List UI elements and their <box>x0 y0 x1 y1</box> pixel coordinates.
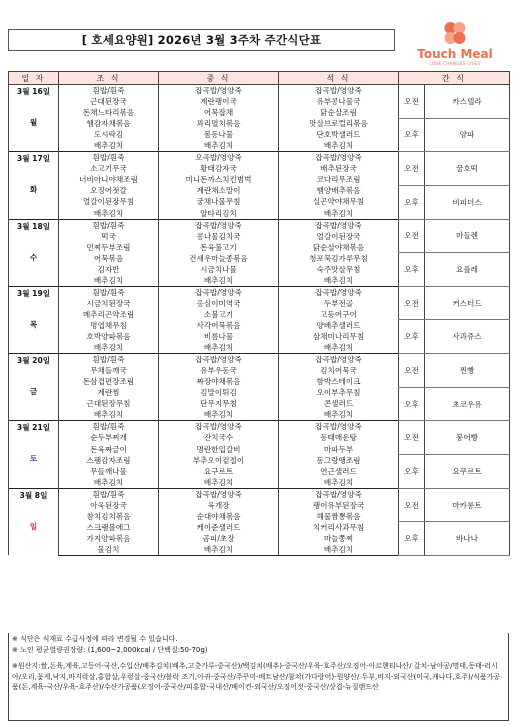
lunch-item: 잡곡밥/영양죽 <box>159 421 279 433</box>
lunch-item: 배추김치 <box>159 140 279 152</box>
day-of-week: 금 <box>29 387 38 397</box>
breakfast-item: 민찌두부조림 <box>59 242 159 253</box>
snack-time: 오후 <box>399 118 425 152</box>
note-change: ※ 식단은 식재료 수급사정에 따라 변경될 수 있습니다. <box>12 635 178 643</box>
menu-row <box>9 219 510 231</box>
dinner-item: 유부콩나물국 <box>279 96 399 107</box>
breakfast-item: 무채들깨국 <box>59 365 159 376</box>
lunch-item: 짜장야채볶음 <box>159 376 279 387</box>
notes-section <box>8 633 509 721</box>
snack-item: 꿀호떡 <box>425 152 510 186</box>
lunch-item: 김말이튀김 <box>159 387 279 398</box>
day-of-week: 목 <box>29 319 38 329</box>
breakfast-item: 돈육짜글이 <box>59 444 159 455</box>
breakfast-item: 시금치된장국 <box>59 298 159 309</box>
dinner-item: 숙주맛살무침 <box>279 264 399 275</box>
dinner-item: 배추김치 <box>279 477 399 489</box>
dinner-item: 배추김치 <box>279 342 399 354</box>
breakfast-item: 배추김치 <box>59 275 159 287</box>
lunch-item: 돈육불고기 <box>159 242 279 253</box>
lunch-item: 옹심이미역국 <box>159 298 279 309</box>
lunch-item: 순대야채볶음 <box>159 511 279 522</box>
snack-time: 오전 <box>399 286 425 320</box>
lunch-item: 부추오이겉절이 <box>159 455 279 466</box>
snack-item: 비피더스 <box>425 185 510 219</box>
lunch-item: 배추김치 <box>159 477 279 489</box>
snack-item: 요쿠르트 <box>425 455 510 489</box>
lunch-item: 미니돈까스치킨범벅 <box>159 174 279 185</box>
snack-time: 오전 <box>399 354 425 388</box>
dinner-item: 팽이유부된장국 <box>279 500 399 511</box>
day-cell <box>9 152 59 219</box>
dinner-item: 배추김치 <box>279 275 399 287</box>
snack-item: 커스터드 <box>425 286 510 320</box>
breakfast-item: 흰밥/흰죽 <box>59 85 159 97</box>
lunch-item: 케이준샐러드 <box>159 522 279 533</box>
dinner-item: 고등어구이 <box>279 309 399 320</box>
breakfast-item: 배추김치 <box>59 208 159 220</box>
dinner-item: 잡곡밥/영양죽 <box>279 488 399 500</box>
lunch-item: 건새우마늘종볶음 <box>159 253 279 264</box>
snack-item: 찐빵 <box>425 354 510 388</box>
menu-row <box>9 488 510 500</box>
day-of-week: 일 <box>29 521 38 531</box>
breakfast-item: 순두부찌개 <box>59 432 159 443</box>
lunch-item: 어묵잡채 <box>159 107 279 118</box>
snack-item: 카스텔라 <box>425 85 510 119</box>
breakfast-item: 스팸감자조림 <box>59 455 159 466</box>
menu-title: [ 호세요양원] 2026년 3월 3주차 주간식단표 <box>8 29 395 51</box>
clover-logo-icon <box>440 20 470 47</box>
day-date: 3월 18일 <box>16 221 51 231</box>
snack-time: 오후 <box>399 320 425 354</box>
snack-time: 오후 <box>399 387 425 421</box>
menu-row <box>9 320 510 331</box>
brand-name: Touch Meal <box>417 47 493 61</box>
lunch-item: 꽈리멸치볶음 <box>159 118 279 129</box>
lunch-item: 단무지무침 <box>159 398 279 409</box>
snack-item: 마들렌 <box>425 219 510 253</box>
day-date: 3월 16일 <box>16 87 51 96</box>
snack-time: 오전 <box>399 421 425 455</box>
lunch-item: 오곡밥/영양죽 <box>159 152 279 164</box>
lunch-item: 사각어묵볶음 <box>159 320 279 331</box>
snack-time: 오전 <box>399 219 425 253</box>
dinner-item: 닭순살조림 <box>279 107 399 118</box>
breakfast-item: 배추김치 <box>59 140 159 152</box>
snack-item: 마카롱트 <box>425 488 510 522</box>
day-cell <box>9 488 59 555</box>
breakfast-item: 돈삼겹편장조림 <box>59 376 159 387</box>
breakfast-item: 명엽채무침 <box>59 320 159 331</box>
header-breakfast: 조 식 <box>59 72 159 85</box>
breakfast-item: 배추김치 <box>59 342 159 354</box>
day-date: 3월 20일 <box>16 356 51 366</box>
snack-item: 초코우유 <box>425 387 510 421</box>
menu-row <box>9 387 510 398</box>
dinner-item: 양배추샐러드 <box>279 320 399 331</box>
dinner-item: 잡곡밥/영양죽 <box>279 421 399 433</box>
day-of-week: 월 <box>29 118 38 127</box>
dinner-item: 해물짬뽕볶음 <box>279 511 399 522</box>
dinner-item: 잡곡밥/영양죽 <box>279 354 399 366</box>
dinner-item: 콘샐러드 <box>279 398 399 409</box>
note-origin: ※원산지:쌀,돈육,계육,고등어-국산,수입산/배추김치(배추,고춧가루-중국산)/백김치(배추)-중국산/우육-호주산/오징어-아르헨티나산/ 갈치-남아공/명태,동태-러시아/오리,꽃게,낙지,바지락살,홍합살,우렁살-중국산/볼락 조기,아귀-중국산/주꾸미-베트남산/참치(가다랑어)-원양산/ 두부,비지-외국산(미국,캐나다,호주)/식품가공품(돈,계육-국산/우육-호주산)/수산가공품(오징어-중국산/피홍합-국내산/베이컨-외국산/오징어젓-중국산/상겹-뉴질랜드산 <box>12 662 501 691</box>
snack-item: 사과쥬스 <box>425 320 510 354</box>
menu-row <box>9 185 510 196</box>
header-row <box>9 72 510 85</box>
dinner-item: 연근샐러드 <box>279 466 399 477</box>
lunch-item: 명란한입갈비 <box>159 444 279 455</box>
dinner-item: 김치어묵국 <box>279 365 399 376</box>
menu-row <box>9 253 510 264</box>
day-of-week: 수 <box>29 252 38 262</box>
dinner-item: 동태매운탕 <box>279 432 399 443</box>
menu-row <box>9 286 510 298</box>
lunch-item: 비름나물 <box>159 331 279 342</box>
day-date: 3월 17일 <box>16 154 51 164</box>
note-calories: ※ 노인 평균열량권장량: (1,600~2,000kcal / 단백질:50-70g) <box>12 645 208 654</box>
breakfast-item: 배추김치 <box>59 477 159 489</box>
dinner-item: 배추된장국 <box>279 163 399 174</box>
dinner-item: 닭순살야채볶음 <box>279 242 399 253</box>
lunch-item: 잡곡밥/영양죽 <box>159 85 279 97</box>
snack-item: 바나나 <box>425 522 510 556</box>
dinner-item: 배추김치 <box>279 409 399 421</box>
dinner-item: 청포묵김가루무침 <box>279 253 399 264</box>
breakfast-item: 스크램블에그 <box>59 522 159 533</box>
dinner-item: 두부전골 <box>279 298 399 309</box>
lunch-item: 유부우동국 <box>159 365 279 376</box>
dinner-item: 마늘쫑찌 <box>279 533 399 544</box>
breakfast-item: 너비아니야채조림 <box>59 174 159 185</box>
lunch-item: 육개장 <box>159 500 279 511</box>
lunch-item: 봄동나물 <box>159 129 279 140</box>
weekly-menu-table <box>8 71 510 556</box>
day-date: 3월 8일 <box>19 490 48 500</box>
breakfast-item: 참치김치볶음 <box>59 511 159 522</box>
menu-row <box>9 522 510 533</box>
dinner-item: 잡곡밥/영양죽 <box>279 152 399 164</box>
dinner-item: 배추김치 <box>279 544 399 556</box>
dinner-item: 잡곡밥/영양죽 <box>279 286 399 298</box>
snack-time: 오후 <box>399 185 425 219</box>
lunch-item: 잡곡밥/영양죽 <box>159 354 279 366</box>
dinner-item: 얼갈이된장국 <box>279 231 399 242</box>
dinner-item: 함박스테이크 <box>279 376 399 387</box>
snack-item: 양파 <box>425 118 510 152</box>
breakfast-item: 계란찜 <box>59 387 159 398</box>
breakfast-item: 소고기무국 <box>59 163 159 174</box>
day-date: 3월 21일 <box>16 423 51 433</box>
snack-time: 오후 <box>399 522 425 556</box>
day-date: 3월 19일 <box>16 288 51 298</box>
header-snack: 간 식 <box>399 72 510 85</box>
breakfast-item: 가지양파볶음 <box>59 533 159 544</box>
breakfast-item: 흰밥/흰죽 <box>59 286 159 298</box>
lunch-item: 요구르트 <box>159 466 279 477</box>
menu-row <box>9 85 510 97</box>
brand-logo <box>402 20 508 68</box>
day-of-week: 토 <box>29 454 38 464</box>
dinner-item: 마파두부 <box>279 444 399 455</box>
lunch-item: 황태감자국 <box>159 163 279 174</box>
snack-time: 오전 <box>399 488 425 522</box>
breakfast-item: 아욱된장국 <box>59 500 159 511</box>
breakfast-item: 흰밥/흰죽 <box>59 219 159 231</box>
snack-time: 오후 <box>399 253 425 287</box>
lunch-item: 계란채소말이 <box>159 185 279 196</box>
snack-item: 붕어빵 <box>425 421 510 455</box>
snack-time: 오전 <box>399 152 425 186</box>
dinner-item: 잡곡밥/영양죽 <box>279 219 399 231</box>
dinner-item: 삼채미나리무침 <box>279 331 399 342</box>
breakfast-item: 흰밥/흰죽 <box>59 421 159 433</box>
lunch-item: 잔치국수 <box>159 432 279 443</box>
lunch-item: 잡곡밥/영양죽 <box>159 286 279 298</box>
lunch-item: 잡곡밥/영양죽 <box>159 488 279 500</box>
breakfast-item: 얼갈이된장무침 <box>59 196 159 207</box>
header-lunch: 중 식 <box>159 72 279 85</box>
breakfast-item: 어묵볶음 <box>59 253 159 264</box>
day-cell <box>9 219 59 286</box>
lunch-item: 알타리김치 <box>159 208 279 220</box>
dinner-item: 햄양배추볶음 <box>279 185 399 196</box>
dinner-item: 맛살브로컬리볶음 <box>279 118 399 129</box>
lunch-item: 배추김치 <box>159 275 279 287</box>
day-cell <box>9 421 59 488</box>
breakfast-item: 메추리곤약조림 <box>59 309 159 320</box>
day-cell <box>9 286 59 353</box>
dinner-item: 동그랑땡조림 <box>279 455 399 466</box>
menu-row <box>9 421 510 433</box>
lunch-item: 계란팽이국 <box>159 96 279 107</box>
breakfast-item: 도시락김 <box>59 129 159 140</box>
breakfast-item: 호박양파볶음 <box>59 331 159 342</box>
brand-tagline: LOVE CHANGES LIVES <box>429 61 481 66</box>
day-cell <box>9 354 59 421</box>
dinner-item: 배추김치 <box>279 208 399 220</box>
lunch-item: 곰피/초장 <box>159 533 279 544</box>
menu-body <box>9 85 510 556</box>
breakfast-item: 물김치 <box>59 544 159 556</box>
lunch-item: 궁채나물무침 <box>159 196 279 207</box>
dinner-item: 치커리사과무침 <box>279 522 399 533</box>
breakfast-item: 배추김치 <box>59 409 159 421</box>
breakfast-item: 흰밥/흰죽 <box>59 152 159 164</box>
menu-row <box>9 455 510 466</box>
menu-row <box>9 118 510 129</box>
breakfast-item: 근대된장국 <box>59 96 159 107</box>
menu-row <box>9 354 510 366</box>
dinner-item: 배추김치 <box>279 140 399 152</box>
lunch-item: 콩나물김치국 <box>159 231 279 242</box>
dinner-item: 잡곡밥/영양죽 <box>279 85 399 97</box>
breakfast-item: 무들깨나물 <box>59 466 159 477</box>
breakfast-item: 근대된장무침 <box>59 398 159 409</box>
breakfast-item: 흰밥/흰죽 <box>59 354 159 366</box>
breakfast-item: 돈채느타리볶음 <box>59 107 159 118</box>
breakfast-item: 흰밥/흰죽 <box>59 488 159 500</box>
lunch-item: 소불고기 <box>159 309 279 320</box>
header-dinner: 석 식 <box>279 72 399 85</box>
lunch-item: 시금치나물 <box>159 264 279 275</box>
dinner-item: 실곤약야채무침 <box>279 196 399 207</box>
dinner-item: 단호박샐러드 <box>279 129 399 140</box>
breakfast-item: 김자반 <box>59 264 159 275</box>
breakfast-item: 떡국 <box>59 231 159 242</box>
menu-row <box>9 152 510 164</box>
dinner-item: 오이부추무침 <box>279 387 399 398</box>
lunch-item: 배추김치 <box>159 544 279 556</box>
snack-time: 오후 <box>399 455 425 489</box>
lunch-item: 잡곡밥/영양죽 <box>159 219 279 231</box>
lunch-item: 배추김치 <box>159 342 279 354</box>
snack-item: 요플레 <box>425 253 510 287</box>
day-cell <box>9 85 59 152</box>
lunch-item: 배추김치 <box>159 409 279 421</box>
dinner-item: 코다리무조림 <box>279 174 399 185</box>
day-of-week: 화 <box>29 185 38 195</box>
breakfast-item: 오징어젓갈 <box>59 185 159 196</box>
breakfast-item: 햄감자채볶음 <box>59 118 159 129</box>
header-day: 일 자 <box>9 72 59 85</box>
snack-time: 오전 <box>399 85 425 119</box>
